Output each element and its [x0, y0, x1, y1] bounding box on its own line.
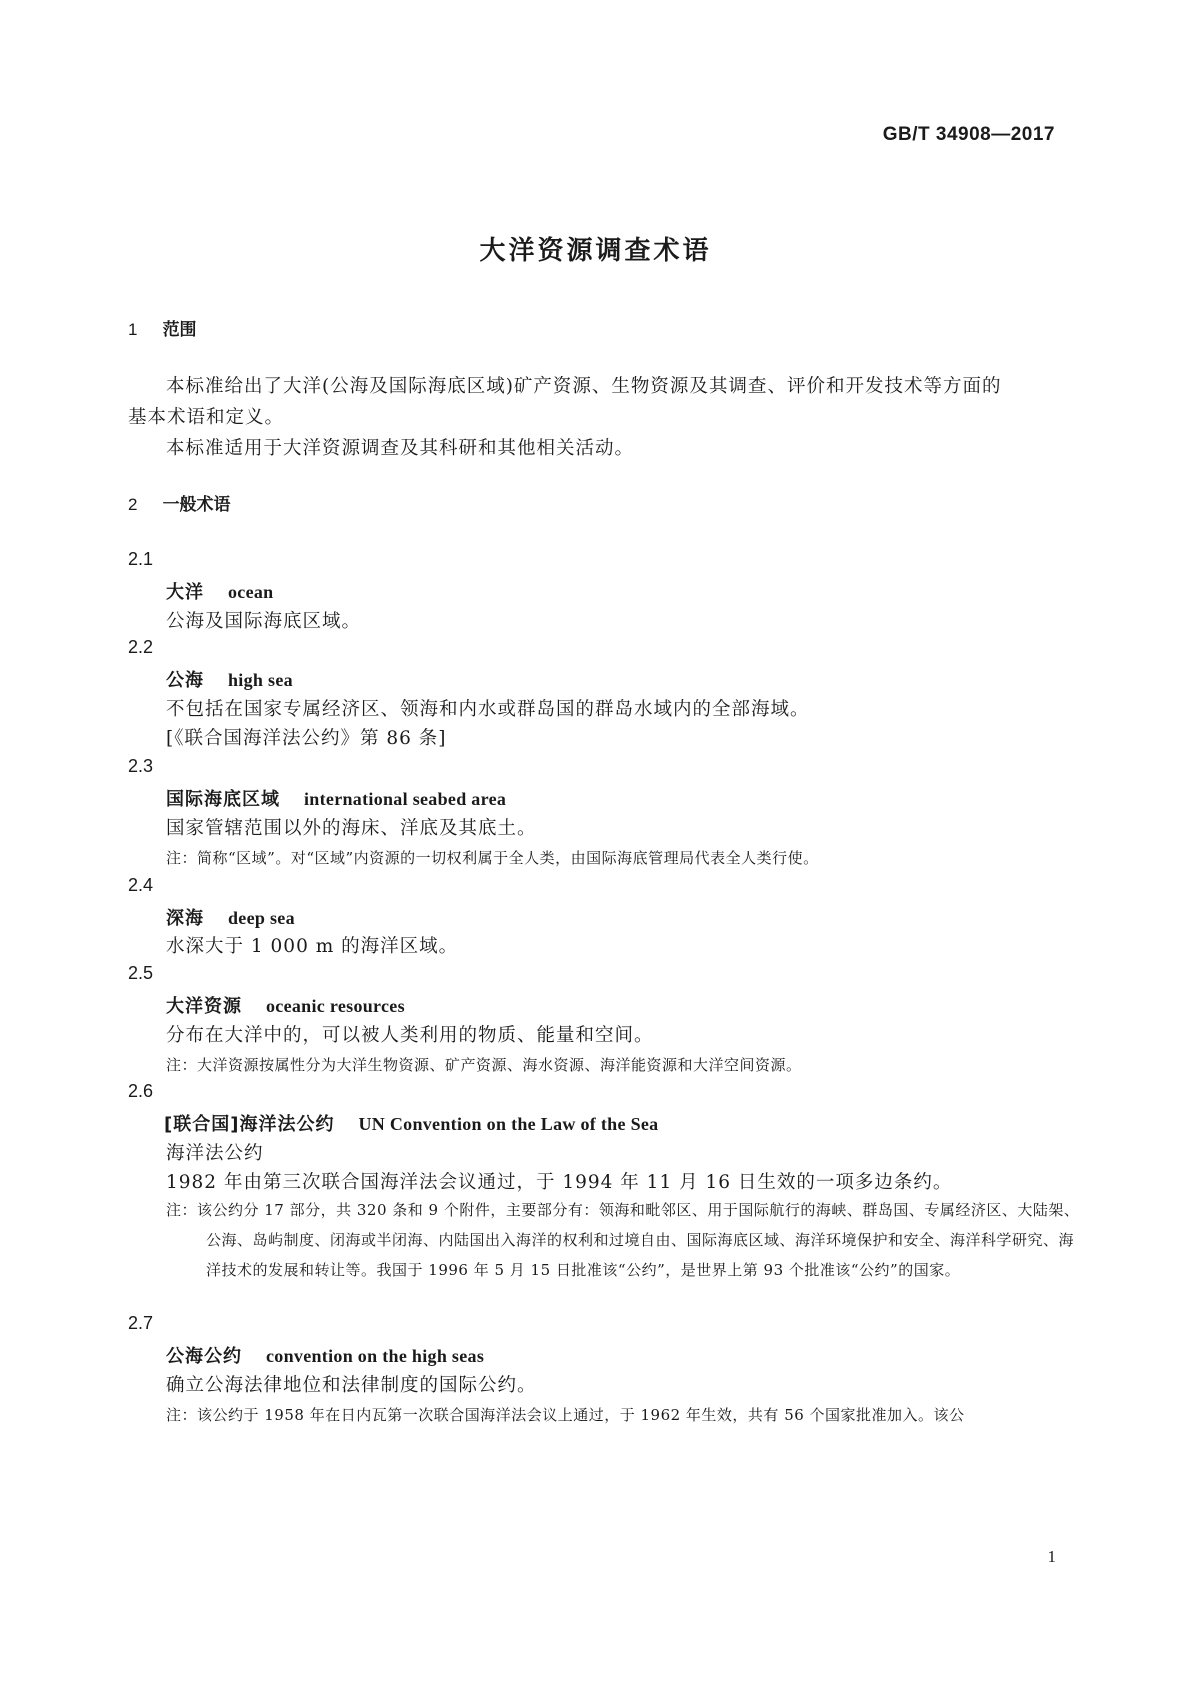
- paragraph-line: 本标准适用于大洋资源调查及其科研和其他相关活动。: [166, 438, 635, 459]
- term-en: oceanic resources: [266, 996, 405, 1016]
- term-number: 2.4: [128, 875, 154, 895]
- document-title: 大洋资源调查术语: [479, 236, 712, 266]
- term-alt-name: 海洋法公约: [166, 1143, 264, 1164]
- term-zh: 公海公约: [166, 1346, 242, 1367]
- term-number: 2.2: [128, 637, 154, 657]
- term-zh: 大洋资源: [166, 996, 242, 1017]
- term-heading: [166, 785, 506, 811]
- term-number: 2.6: [128, 1081, 154, 1101]
- term-en: convention on the high seas: [266, 1346, 485, 1366]
- section-number: 1: [128, 320, 138, 339]
- term-heading: [166, 904, 295, 930]
- term-en: deep sea: [228, 908, 295, 928]
- section-title: 一般术语: [162, 495, 231, 515]
- term-heading: [166, 666, 293, 692]
- term-note: 注：大洋资源按属性分为大洋生物资源、矿产资源、海水资源、海洋能资源和大洋空间资源。: [166, 1056, 802, 1074]
- term-definition: 水深大于 1 000 m 的海洋区域。: [166, 936, 459, 957]
- section-title: 范围: [162, 320, 197, 340]
- paragraph-line: 基本术语和定义。: [128, 407, 285, 428]
- term-en: international seabed area: [304, 789, 507, 809]
- term-number: 2.5: [128, 963, 154, 983]
- section-1-heading: [128, 315, 197, 340]
- term-zh: 公海: [166, 670, 204, 691]
- term-definition: 公海及国际海底区域。: [166, 611, 362, 632]
- paragraph-line: 本标准给出了大洋(公海及国际海底区域)矿产资源、生物资源及其调查、评价和开发技术等方面的: [166, 376, 1002, 397]
- term-note: 注：该公约分 17 部分，共 320 条和 9 个附件，主要部分有：领海和毗邻区、用于国际航行的海峡、群岛国、专属经济区、大陆架、公海、岛屿制度、闭海或半闭海、内陆国出入海洋的权利和过境自由、国际海底区域、海洋环境保护和安全、海洋科学研究、海洋技术的发展和转让等。我国于 1996 年 5 月 15 日批准该“公约”，是世界上第 93 个批准该“公约”的国家。: [166, 1201, 1080, 1279]
- section-number: 2: [128, 495, 138, 514]
- term-definition: 国家管辖范围以外的海床、洋底及其底土。: [166, 818, 537, 839]
- term-definition: 1982 年由第三次联合国海洋法会议通过，于 1994 年 11 月 16 日生效的一项多边条约。: [166, 1172, 953, 1193]
- term-heading: [164, 1110, 658, 1136]
- term-zh: [联合国]海洋法公约: [164, 1114, 335, 1135]
- term-heading: [166, 992, 405, 1018]
- term-definition: 分布在大洋中的，可以被人类利用的物质、能量和空间。: [166, 1025, 654, 1046]
- term-en: UN Convention on the Law of the Sea: [358, 1114, 659, 1134]
- term-definition: 确立公海法律地位和法律制度的国际公约。: [166, 1375, 537, 1396]
- page-number: 1: [1047, 1547, 1056, 1566]
- term-number: 2.7: [128, 1313, 154, 1333]
- term-en: ocean: [228, 582, 274, 602]
- term-heading: [166, 1342, 484, 1368]
- term-heading: [166, 578, 274, 604]
- term-zh: 大洋: [166, 582, 204, 603]
- section-2-heading: [128, 490, 231, 515]
- term-note: 注：该公约于 1958 年在日内瓦第一次联合国海洋法会议上通过，于 1962 年生效，共有 56 个国家批准加入。该公: [166, 1406, 965, 1424]
- term-number: 2.1: [128, 549, 154, 569]
- term-number: 2.3: [128, 756, 154, 776]
- term-source: [《联合国海洋法公约》第 86 条]: [166, 728, 447, 749]
- term-zh: 深海: [166, 908, 204, 929]
- term-note: 注：简称“区域”。对“区域”内资源的一切权利属于全人类，由国际海底管理局代表全人类行使。: [166, 849, 819, 867]
- standard-number: GB/T 34908—2017: [882, 124, 1055, 145]
- term-definition: 不包括在国家专属经济区、领海和内水或群岛国的群岛水域内的全部海域。: [166, 699, 810, 720]
- term-zh: 国际海底区域: [166, 789, 280, 810]
- term-en: high sea: [228, 670, 293, 690]
